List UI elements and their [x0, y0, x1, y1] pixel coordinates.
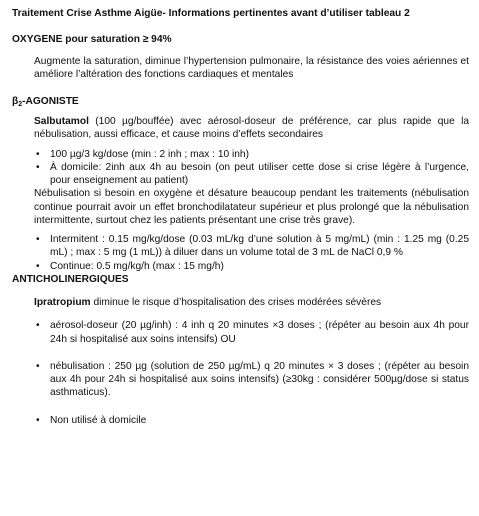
ipratropium-dose-list — [36, 319, 469, 427]
list-item: • Continue: 0.5 mg/kg/h (max : 15 mg/h) — [36, 260, 469, 273]
salbutamol-name: Salbutamol — [34, 116, 89, 128]
oxygene-paragraph: Augmente la saturation, diminue l’hypertension pulmonaire, la résistance des voies aériennes et améliore l’altération des fonctions cardiaques et mentales — [34, 55, 469, 80]
ipratropium-paragraph — [34, 296, 469, 309]
list-item: • aérosol-doseur (20 µg/inh) : 4 inh q 20 minutes ×3 doses ; (répéter au besoin aux 4h pour 24h si hospitalisé aux soins intensifs) OU — [36, 319, 469, 346]
nebulisation-paragraph: Nébulisation si besoin en oxygène et désature beaucoup pendant les traitements (nébulisation continue pourrait avoir un effet bronchodilatateur supérieur et plus prolongé que la nébulisation intermittente, surtout chez les patients présentant une crise très grave). — [34, 188, 469, 226]
salbutamol-paragraph — [34, 115, 469, 142]
beta2-heading-prefix: β — [12, 96, 19, 107]
salbutamol-description: (100 µg/bouffée) avec aérosol-doseur de préférence, car plus rapide que la nébulisation, aussi efficace, et cause moins d’effets secondaires — [34, 116, 469, 141]
beta2-heading-suffix: -AGONISTE — [22, 96, 79, 107]
list-item: • Intermitent : 0.15 mg/kg/dose (0.03 mL/kg d’une solution à 5 mg/mL) (min : 1.25 mg (0.25 mL) ; max : 5 mg (1 mL)) à diluer dans un volume total de 3 mL de NaCl 0,9 % — [36, 233, 469, 260]
list-item: • À domicile: 2inh aux 4h au besoin (on peut utiliser cette dose si crise légère à l’urgence, pour enseignement au patient) — [36, 161, 469, 188]
ipratropium-description: diminue le risque d’hospitalisation des crises modérées sévères — [90, 297, 382, 309]
beta2-heading-subscript: 2 — [18, 101, 23, 108]
salbutamol-dose-list — [36, 148, 469, 188]
nebulisation-dose-list — [36, 233, 469, 273]
list-item: • Non utilisé à domicile — [36, 414, 469, 427]
list-item: • 100 µg/3 kg/dose (min : 2 inh ; max : 10 inh) — [36, 148, 469, 161]
list-item: • nébulisation : 250 µg (solution de 250 µg/mL) q 20 minutes × 3 doses ; (répéter au besoin aux 4h pour 24h si hospitalisé aux soins intensifs) (≥30kg : considérer 500µg/dose si status asthmaticus). — [36, 360, 469, 400]
beta2-agoniste-heading — [12, 95, 469, 109]
ipratropium-name: Ipratropium — [34, 297, 91, 309]
oxygene-heading: OXYGENE pour saturation ≥ 94% — [12, 34, 172, 46]
anticholinergiques-heading: ANTICHOLINERGIQUES — [12, 273, 129, 285]
document-title: Traitement Crise Asthme Aigüe- Informations pertinentes avant d’utiliser tableau 2 — [12, 8, 410, 19]
